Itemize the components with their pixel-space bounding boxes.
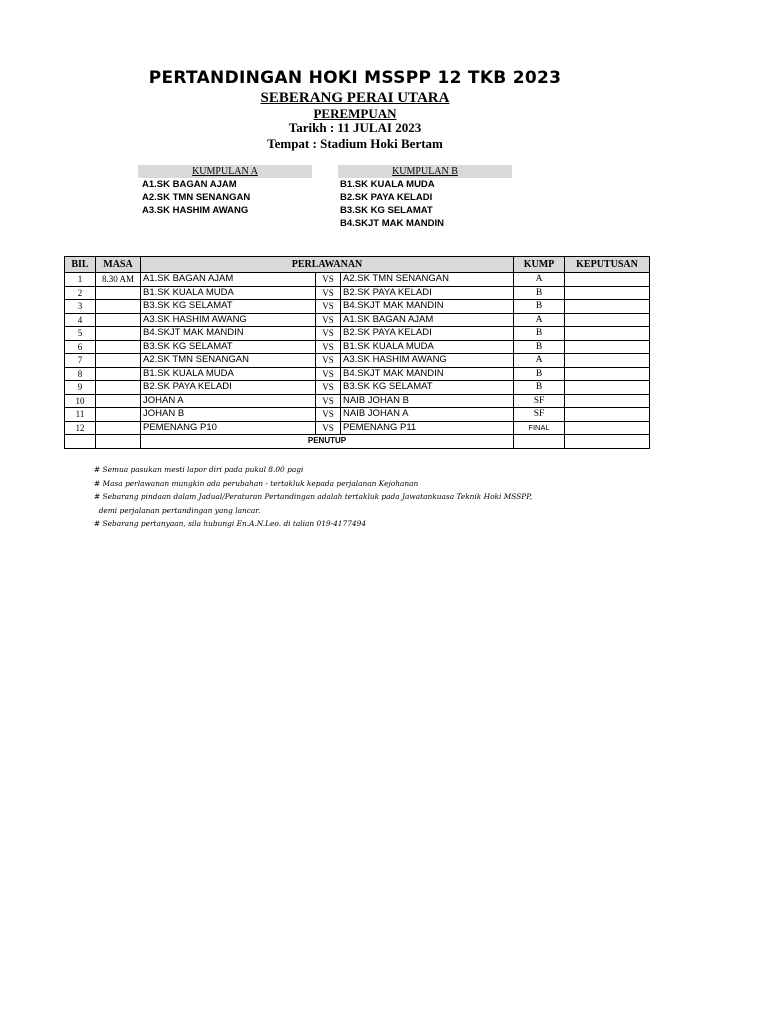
table-row [65,408,650,422]
cell-vs: VS [316,367,341,381]
cell-team1: JOHAN B [141,408,316,422]
closing-row [65,435,650,449]
header-masa: MASA [96,257,141,273]
cell-vs: VS [316,300,341,314]
table-row [65,300,650,314]
cell-team1: PEMENANG P10 [141,421,316,435]
cell-team2: B2.SK PAYA KELADI [341,327,514,341]
cell-team1: B3.SK KG SELAMAT [141,340,316,354]
venue-line: Tempat : Stadium Hoki Bertam [267,136,443,151]
cell-masa [96,354,141,368]
group-a-list [142,178,250,217]
cell-team1: A2.SK TMN SENANGAN [141,354,316,368]
cell-kump: A [514,313,565,327]
date-line: Tarikh : 11 JULAI 2023 [288,120,422,135]
cell-keputusan [565,313,650,327]
table-row [65,381,650,395]
group-a-team: A3.SK HASHIM AWANG [142,205,249,216]
table-row [65,286,650,300]
cell-team2: NAIB JOHAN B [341,394,514,408]
schedule-table [64,256,650,449]
cell-vs: VS [316,421,341,435]
cell-keputusan [565,408,650,422]
cell-masa [96,394,141,408]
cell-bil: 3 [65,300,96,314]
cell-team2: B4.SKJT MAK MANDIN [341,300,514,314]
cell-masa [96,367,141,381]
group-b-title: KUMPULAN B [338,165,512,178]
cell-kump: B [514,367,565,381]
group-a-team: A1.SK BAGAN AJAM [142,179,237,190]
note-line: demi perjalanan pertandingan yang lancar. [94,505,261,515]
group-b-list [340,178,444,230]
cell-kump: B [514,327,565,341]
table-row [65,340,650,354]
cell-bil: 10 [65,394,96,408]
cell-bil: 5 [65,327,96,341]
group-b-team: B3.SK KG SELAMAT [340,205,433,216]
cell-team2: A2.SK TMN SENANGAN [341,273,514,287]
cell-keputusan [565,286,650,300]
cell-keputusan [565,421,650,435]
cell-vs: VS [316,327,341,341]
cell-masa [96,408,141,422]
cell-team2: PEMENANG P11 [341,421,514,435]
cell-keputusan [565,340,650,354]
group-b-team: B1.SK KUALA MUDA [340,179,435,190]
cell-bil: 11 [65,408,96,422]
cell-team1: B1.SK KUALA MUDA [141,286,316,300]
cell-vs: VS [316,408,341,422]
cell-masa [96,300,141,314]
cell-team1: B2.SK PAYA KELADI [141,381,316,395]
note-line: # Masa perlawanan mungkin ada perubahan - tertakluk kepada perjalanan Kejohanan [94,478,419,488]
cell-keputusan [565,367,650,381]
header-kump: KUMP [514,257,565,273]
cell-masa [96,381,141,395]
cell-kump: A [514,354,565,368]
cell-team1: B1.SK KUALA MUDA [141,367,316,381]
cell-bil: 6 [65,340,96,354]
cell-team1: B4.SKJT MAK MANDIN [141,327,316,341]
category-heading: PEREMPUAN [313,106,397,121]
cell-bil: 4 [65,313,96,327]
table-row [65,327,650,341]
cell-team2: B2.SK PAYA KELADI [341,286,514,300]
cell-vs: VS [316,273,341,287]
note-line: # Sebarang pindaan dalam Jadual/Peraturan Pertandingan adalah tertakluk pada Jawatankuasa Teknik Hoki MSSPP, [94,492,533,501]
cell-team1: JOHAN A [141,394,316,408]
notes-block [94,463,532,531]
cell-kump: FINAL [514,421,565,435]
cell-masa: 8.30 AM [96,273,141,287]
table-row [65,313,650,327]
cell-team1: B3.SK KG SELAMAT [141,300,316,314]
cell-keputusan [565,381,650,395]
header-keputusan: KEPUTUSAN [565,257,650,273]
page-title: PERTANDINGAN HOKI MSSPP 12 TKB 2023 [148,68,562,88]
table-row [65,394,650,408]
cell-bil: 2 [65,286,96,300]
table-row [65,273,650,287]
cell-keputusan [565,394,650,408]
cell-vs: VS [316,354,341,368]
cell-kump: B [514,340,565,354]
cell-vs: VS [316,286,341,300]
group-b-team: B2.SK PAYA KELADI [340,192,433,203]
closing-label: PENUTUP [141,435,514,449]
cell-kump: SF [514,408,565,422]
table-row [65,421,650,435]
cell-team2: B4.SKJT MAK MANDIN [341,367,514,381]
group-b-team: B4.SKJT MAK MANDIN [340,218,444,229]
cell-masa [96,421,141,435]
cell-bil: 8 [65,367,96,381]
cell-masa [96,327,141,341]
cell-masa [96,286,141,300]
cell-vs: VS [316,394,341,408]
cell-team2: B1.SK KUALA MUDA [341,340,514,354]
header-perlawanan: PERLAWANAN [141,257,514,273]
cell-team2: NAIB JOHAN A [341,408,514,422]
cell-team1: A1.SK BAGAN AJAM [141,273,316,287]
cell-team1: A3.SK HASHIM AWANG [141,313,316,327]
cell-kump: A [514,273,565,287]
group-a-title: KUMPULAN A [138,165,312,178]
cell-keputusan [565,327,650,341]
table-header-row [65,257,650,273]
region-heading: SEBERANG PERAI UTARA [260,90,450,106]
cell-vs: VS [316,340,341,354]
cell-masa [96,340,141,354]
note-line: # Sebarang pertanyaan, sila hubungi En.A.N.Leo. di talian 019-4177494 [94,519,367,528]
cell-masa [96,313,141,327]
cell-team2: B3.SK KG SELAMAT [341,381,514,395]
cell-keputusan [565,273,650,287]
note-line: # Semua pasukan mesti lapor diri pada pukul 8.00 pagi [94,465,304,474]
cell-team2: A3.SK HASHIM AWANG [341,354,514,368]
cell-kump: B [514,286,565,300]
cell-vs: VS [316,313,341,327]
cell-bil: 12 [65,421,96,435]
cell-kump: B [514,300,565,314]
cell-kump: B [514,381,565,395]
cell-bil: 9 [65,381,96,395]
table-row [65,354,650,368]
cell-keputusan [565,300,650,314]
cell-bil: 7 [65,354,96,368]
header-bil: BIL [65,257,96,273]
cell-keputusan [565,354,650,368]
cell-bil: 1 [65,273,96,287]
group-a-team: A2.SK TMN SENANGAN [142,192,251,203]
cell-vs: VS [316,381,341,395]
table-row [65,367,650,381]
cell-kump: SF [514,394,565,408]
cell-team2: A1.SK BAGAN AJAM [341,313,514,327]
